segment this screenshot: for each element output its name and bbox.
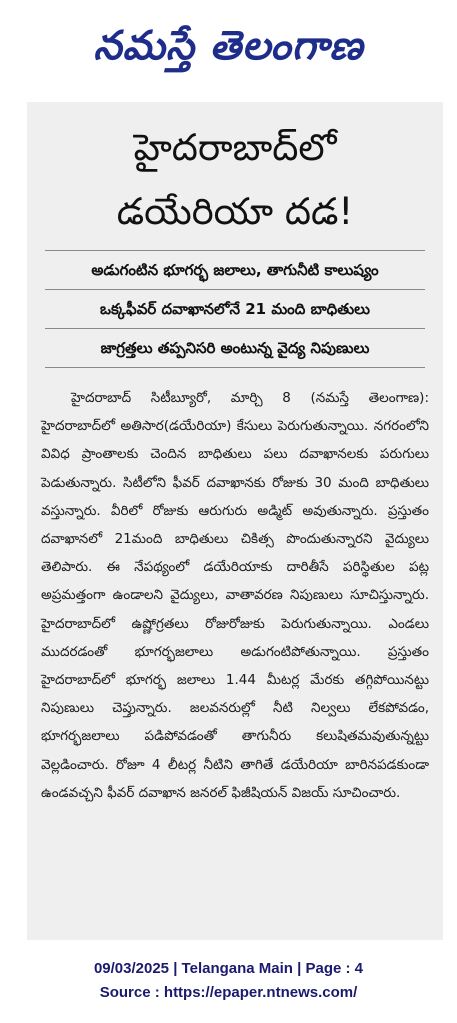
headline-line-2: డయేరియా దడ! — [116, 190, 354, 233]
article-subheadings — [41, 250, 429, 368]
headline-line-1: హైదరాబాద్‌లో — [133, 126, 337, 169]
article-clipping — [27, 102, 443, 940]
edition-info: 09/03/2025 | Telangana Main | Page : 4 — [93, 960, 364, 977]
source-link[interactable]: Source : https://epaper.ntnews.com/ — [99, 984, 358, 1001]
article-headline — [41, 116, 429, 244]
subheading-3: జాగ్రత్తలు తప్పనిసరి అంటున్న వైద్య నిపుణులు — [100, 339, 370, 357]
article-body: హైదరాబాద్ సిటీబ్యూరో, మార్చి 8 (నమస్తే తెలంగాణ): హైదరాబాద్‌లో అతిసార(డయేరియా) కేసులు పెరుగుతున్నాయి. నగరంలోని వివిధ ప్రాంతాలకు చెందిన బాధితులు పలు దవాఖానలకు పరుగులు పెడుతున్నారు. సిటీలోని ఫీవర్ దవాఖానకు రోజుకు 30 మంది బాధితులు వస్తున్నారు. వీరిలో రోజుకు ఆరుగురు అడ్మిట్ అవుతున్నారు. ప్రస్తుతం దవాఖానలో 21మంది బాధితులు చికిత్స పొందుతున్నారని వైద్యులు తెలిపారు. ఈ నేపథ్యంలో డయేరియాకు దారితీసే పరిస్థితుల పట్ల అప్రమత్తంగా ఉండాలని వైద్యులు, వాతావరణ నిపుణులు సూచిస్తున్నారు. హైదరాబాద్‌లో ఉష్ణోగ్రతలు రోజురోజుకు పెరుగుతున్నాయి. ఎండలు ముదరడంతో భూగర్భజలాలు అడుగంటిపోతున్నాయి. ప్రస్తుతం హైదరాబాద్‌లో భూగర్భ జలాలు 1.44 మీటర్ల మేరకు తగ్గిపోయినట్టు నిపుణులు చెప్తున్నారు. జలవనరుల్లో నీటి నిల్వలు లేకపోవడం, భూగర్భజలాలు పడిపోవడంతో తాగునీరు కలుషితమవుతున్నట్టు వెల్లడించారు. రోజూ 4 లీటర్ల నీటిని తాగితే డయేరియా బారినపడకుండా ఉండవచ్చని ఫీవర్ దవాఖాన జనరల్ ఫిజీషియన్ విజయ్ సూచించారు. — [41, 390, 429, 801]
subheading-2: ఒక్కఫీవర్ దవాఖానలోనే 21 మంది బాధితులు — [100, 300, 370, 318]
deck-divider — [45, 367, 425, 368]
subheading-1: అడుగంటిన భూగర్భ జలాలు, తాగునీటి కాలుష్యం — [91, 261, 379, 279]
newspaper-masthead: నమస్తే తెలంగాణ — [93, 23, 364, 69]
